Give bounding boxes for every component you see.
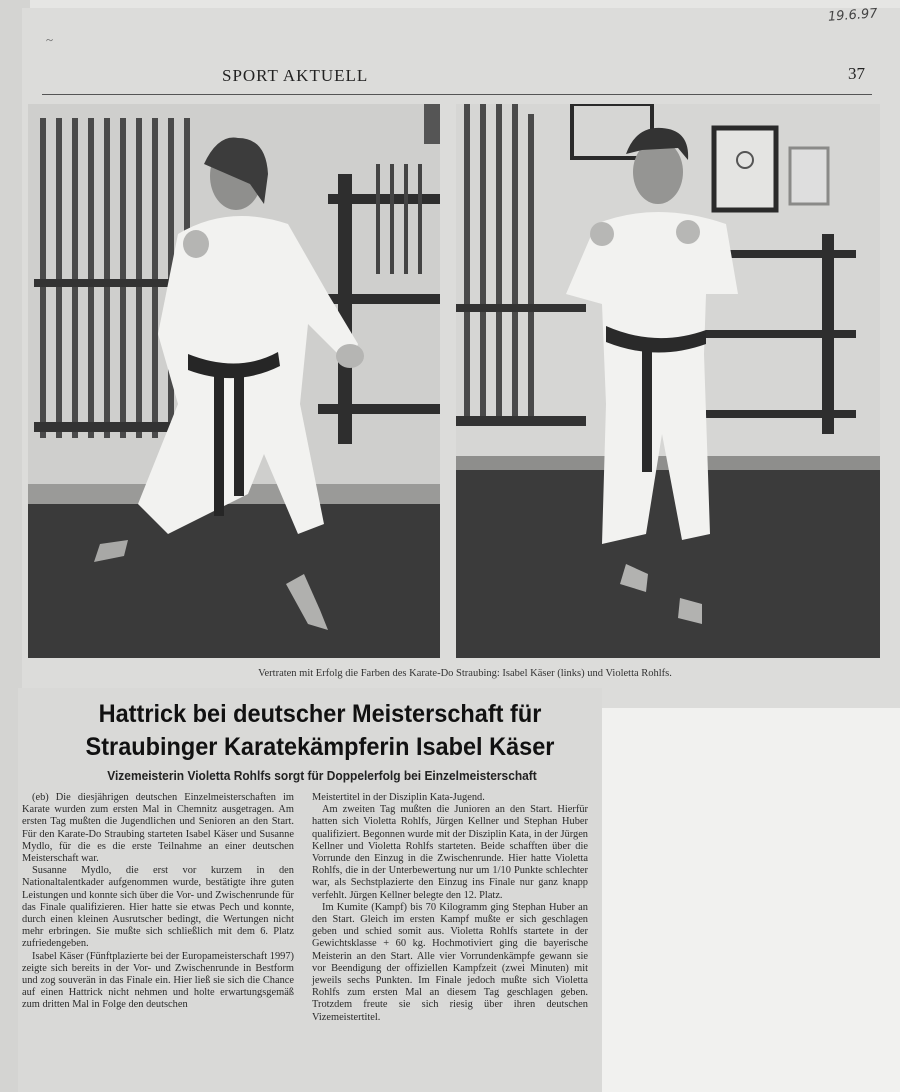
section-title: SPORT AKTUELL xyxy=(222,66,369,85)
pen-mark: ~ xyxy=(46,32,54,47)
photo-caption: Vertraten mit Erfolg die Farben des Karate-Do Straubing: Isabel Käser (links) und Violetta Rohlfs. xyxy=(258,668,672,679)
headline-line-2: Straubinger Karatekämpferin Isabel Käser xyxy=(85,733,555,761)
page-number: 37 xyxy=(848,64,865,83)
paragraph: Isabel Käser (Fünftplazierte bei der Europameisterschaft 1997) zeigte sich bereits in der Vor- und Zwischenrunde in Bestform und zog souverän in das Finale ein. Hier ließ sie sich die Chance auf einen Hattrick nicht nehmen und holte erwartungsgemäß zum dritten Mal in Folge den deutschen xyxy=(22,950,294,1011)
paragraph: Am zweiten Tag mußten die Junioren an den Start. Hierfür hatten sich Violetta Rohlfs, Jürgen Kellner und Stephan Huber qualifiziert. Begonnen wurde mit der Disziplin Kata, in der Jürgen Kellner und Violetta Rohlfs starteten. Beide schafften über die Vorrunde den Einzug in die Zwischenrunde. Hier hatte Violetta Rohlfs, die in der Unterbewertung nur um 1/10 Punkte schlechter war, als Sechstplazierte den Einzug ins Finale nur ganz knapp verfehlt. Jürgen Kellner belegte den 12. Platz. xyxy=(312,804,588,901)
paragraph: (eb) Die diesjährigen deutschen Einzelmeisterschaften im Karate wurden zum ersten Mal in Chemnitz ausgetragen. Am ersten Tag mußten die Jugendlichen und Senioren an den Start. Für den Karate-Do Straubing starteten Isabel Käser und Susanne Mydlo, für die es die erste Teilnahme an einer deutschen Meisterschaft war. xyxy=(22,792,294,865)
paragraph: Susanne Mydlo, die erst vor kurzem in den Nationaltalentkader aufgenommen wurde, bestätigte ihre guten Leistungen und konnte sich über die Vor- und Zwischenrunde für das Finale qualifizieren. Hier hatte sie etwas Pech und konnte, durch einen kleinen Ausrutscher bedingt, die Wertungen nicht mehr erbringen. Sie mußte sich schließlich mit dem 6. Platz zufriedengeben. xyxy=(22,865,294,950)
paragraph: Im Kumite (Kampf) bis 70 Kilogramm ging Stephan Huber an den Start. Gleich im ersten Kampf mußte er sich geschlagen geben und schied somit aus. Violetta Rohlfs startete in der Gewichtsklasse + 60 kg. Hochmotiviert ging die bayerische Meisterin an den Start. Alle vier Vorrundenkämpfe gewann sie vor Beendigung der offiziellen Kampfzeit (zwei Minuten) mit jeweils sechs Punkten. Im Finale jedoch mußte sich Violetta Rohlfs zum ersten Mal an diesem Tag geschlagen geben. Trotzdem freute sie sich riesig über ihren deutschen Vizemeistertitel. xyxy=(312,901,588,1023)
photo-violetta-rohlfs xyxy=(456,104,880,658)
paragraph: Meistertitel in der Disziplin Kata-Jugend. xyxy=(312,792,485,803)
subheadline: Vizemeisterin Violetta Rohlfs sorgt für Doppelerfolg bei Einzelmeisterschaft xyxy=(107,768,537,783)
blank-paper-area xyxy=(602,708,900,1092)
headline-line-1: Hattrick bei deutscher Meisterschaft für xyxy=(98,700,542,728)
handwritten-date: 19.6.97 xyxy=(827,6,879,25)
photo-isabel-kaeser xyxy=(28,104,440,658)
article-column-1 xyxy=(22,792,294,1012)
article-column-2 xyxy=(312,792,588,1024)
header-rule xyxy=(42,94,872,95)
headline xyxy=(57,698,583,764)
